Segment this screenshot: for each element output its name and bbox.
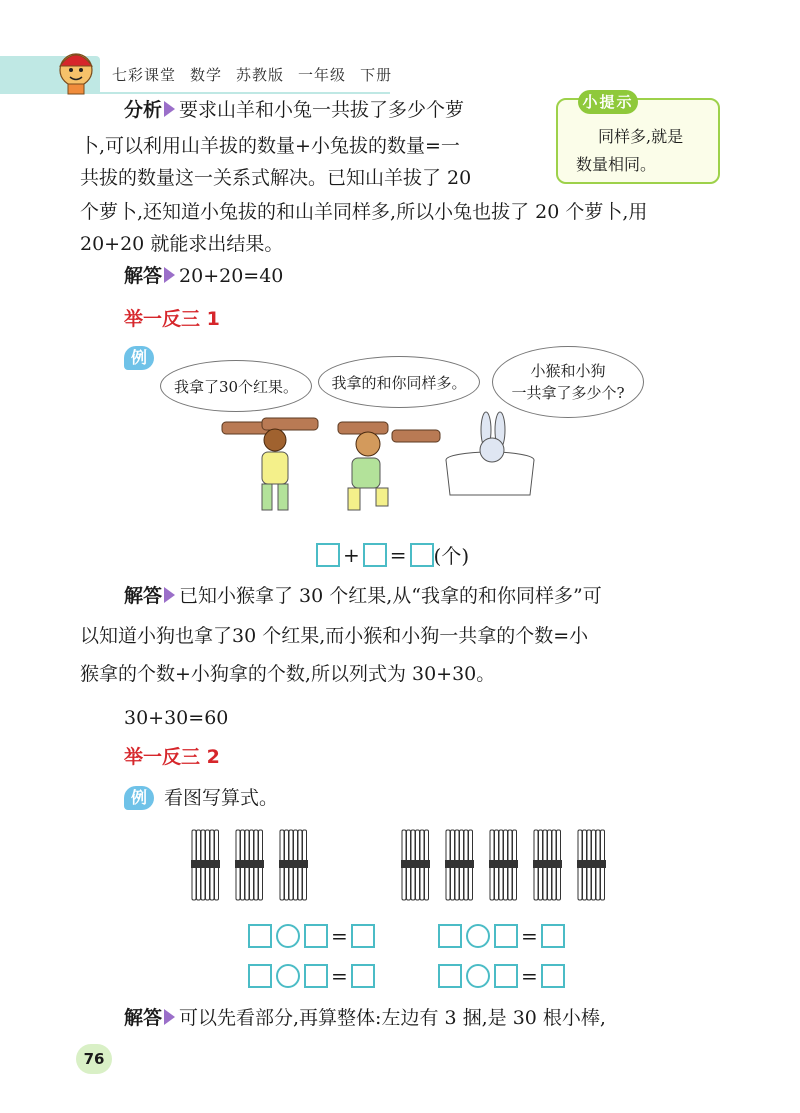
equation-row-1-right: [438, 924, 565, 948]
answer-box[interactable]: [363, 543, 387, 567]
answer-box[interactable]: [541, 924, 565, 948]
stick-bundle: [401, 830, 430, 900]
bubble-rabbit-line-1: 小猴和小狗: [530, 362, 606, 380]
equals-sign: =: [521, 964, 538, 988]
answer-label: 解答: [124, 1007, 163, 1029]
right-bundles: [401, 830, 606, 900]
stick-bundle: [235, 830, 264, 900]
answer-1-text: 20+20=40: [179, 265, 284, 287]
answer-box[interactable]: [304, 964, 328, 988]
answer-box[interactable]: [248, 924, 272, 948]
scene-illustration: [200, 400, 560, 520]
operator-circle[interactable]: [276, 964, 300, 988]
answer-box[interactable]: [304, 924, 328, 948]
header-title: [112, 64, 406, 85]
unit-label: (个): [433, 544, 470, 568]
equation-row-2-right: [438, 964, 565, 988]
bundles-illustration: [180, 826, 620, 906]
section-1-equation: [316, 540, 469, 569]
answer-box[interactable]: [494, 964, 518, 988]
operator-circle[interactable]: [466, 964, 490, 988]
header-series: 七彩课堂: [112, 66, 177, 84]
answer-2-text-1: 已知小猴拿了 30 个红果,从“我拿的和你同样多”可: [179, 585, 602, 607]
left-bundles: [191, 830, 308, 900]
tip-line-1: 同样多,就是: [598, 127, 684, 146]
answer-2-line-1: [124, 578, 602, 614]
bubble-rabbit-line-2: 一共拿了多少个?: [511, 384, 625, 402]
equals-sign: =: [331, 924, 348, 948]
answer-3-text: 可以先看部分,再算整体:左边有 3 捆,是 30 根小棒,: [179, 1007, 606, 1029]
rabbit-figure: [446, 412, 534, 495]
answer-box[interactable]: [438, 964, 462, 988]
answer-3: [124, 1000, 606, 1036]
example-badge: 例: [124, 346, 154, 370]
stick-bundle: [191, 830, 220, 900]
equals-sign: =: [521, 924, 538, 948]
answer-box[interactable]: [351, 964, 375, 988]
section-1-title: 举一反三 1: [124, 308, 220, 330]
answer-label: 解答: [124, 265, 163, 287]
analysis-line-5: 20+20 就能求出结果。: [80, 233, 284, 255]
tip-badge: 小提示: [578, 90, 638, 114]
header-grade: 一年级: [298, 66, 347, 84]
operator-circle[interactable]: [276, 924, 300, 948]
section-2-prompt: 看图写算式。: [164, 787, 279, 809]
analysis-line-4: 个萝卜,还知道小兔拔的和山羊同样多,所以小兔也拔了 20 个萝卜,用: [80, 201, 648, 223]
analysis-label: 分析: [124, 99, 163, 121]
equals-sign: =: [331, 964, 348, 988]
answer-2-line-3: 猴拿的个数+小狗拿的个数,所以列式为 30+30。: [80, 663, 496, 685]
stick-bundle: [279, 830, 308, 900]
analysis-line-3: 共拔的数量这一关系式解决。已知山羊拔了 20: [80, 167, 472, 189]
monkey-figure: [222, 418, 318, 510]
triangle-icon: [164, 1009, 175, 1025]
header-volume: 下册: [360, 66, 393, 84]
plus-sign: +: [343, 542, 360, 567]
answer-box[interactable]: [438, 924, 462, 948]
answer-box[interactable]: [494, 924, 518, 948]
operator-circle[interactable]: [466, 924, 490, 948]
equation-row-1-left: [248, 924, 375, 948]
header-subject: 数学: [190, 66, 223, 84]
bubble-monkey: 我拿了30个红果。: [160, 360, 312, 412]
header-edition: 苏教版: [236, 66, 285, 84]
answer-1: [124, 258, 283, 294]
tip-line-2: 数量相同。: [576, 155, 657, 174]
answer-box[interactable]: [541, 964, 565, 988]
answer-label: 解答: [124, 585, 163, 607]
stick-bundle: [489, 830, 518, 900]
tip-box: [556, 93, 720, 184]
answer-2-result: 30+30=60: [124, 707, 229, 729]
triangle-icon: [164, 267, 175, 283]
example-badge: 例: [124, 786, 154, 810]
equals-sign: =: [389, 542, 407, 567]
answer-box[interactable]: [316, 543, 340, 567]
stick-bundle: [577, 830, 606, 900]
triangle-icon: [164, 587, 175, 603]
triangle-icon: [164, 101, 175, 117]
mascot-icon: [50, 40, 102, 96]
analysis-line-2: 卜,可以利用山羊拔的数量+小兔拔的数量=一: [80, 135, 460, 157]
stick-bundle: [533, 830, 562, 900]
analysis-line-1: [124, 92, 464, 128]
answer-box[interactable]: [351, 924, 375, 948]
equation-row-2-left: [248, 964, 375, 988]
bubble-dog: 我拿的和你同样多。: [318, 356, 480, 408]
analysis-text-1: 要求山羊和小兔一共拔了多少个萝: [179, 99, 465, 121]
stick-bundle: [445, 830, 474, 900]
section-2-title: 举一反三 2: [124, 746, 220, 768]
dog-figure: [338, 422, 440, 510]
answer-2-line-2: 以知道小狗也拿了30 个红果,而小猴和小狗一共拿的个数=小: [80, 625, 589, 647]
answer-box[interactable]: [248, 964, 272, 988]
page-number: 76: [76, 1044, 112, 1074]
answer-box[interactable]: [410, 543, 434, 567]
